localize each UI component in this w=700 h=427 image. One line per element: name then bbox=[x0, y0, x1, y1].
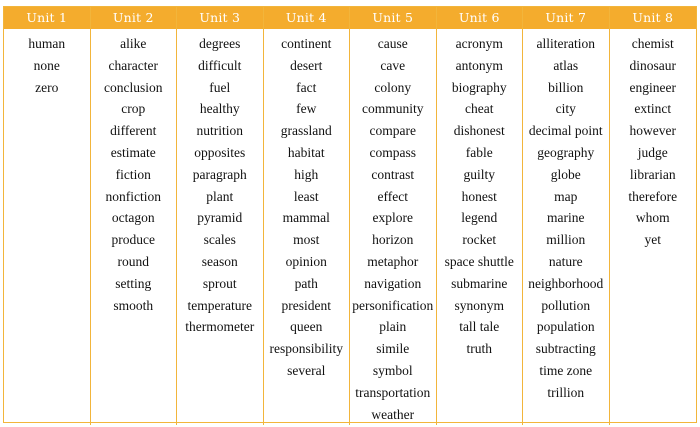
vocabulary-word: weather bbox=[371, 406, 415, 422]
vocabulary-word: cheat bbox=[465, 101, 494, 117]
vocabulary-word: acronym bbox=[455, 36, 503, 51]
unit-8-column bbox=[610, 7, 697, 425]
unit-4-word-list bbox=[264, 29, 350, 382]
vocabulary-word: decimal point bbox=[528, 123, 603, 139]
vocabulary-word: fuel bbox=[209, 79, 231, 95]
vocabulary-word: effect bbox=[377, 188, 408, 204]
vocabulary-word: plant bbox=[206, 188, 234, 204]
vocabulary-word: space shuttle bbox=[444, 253, 514, 269]
vocabulary-word: human bbox=[28, 36, 66, 51]
vocabulary-word: contrast bbox=[371, 166, 415, 182]
unit-5-header: Unit 5 bbox=[350, 7, 436, 29]
vocabulary-word: degrees bbox=[199, 36, 241, 51]
vocabulary-word: president bbox=[281, 297, 331, 313]
vocabulary-word: sprout bbox=[202, 275, 237, 291]
vocabulary-word: octagon bbox=[111, 210, 155, 226]
vocabulary-word: estimate bbox=[110, 144, 156, 160]
vocabulary-word: antonym bbox=[455, 57, 503, 73]
unit-3-word-list bbox=[177, 29, 263, 338]
vocabulary-word: trillion bbox=[547, 384, 585, 400]
vocabulary-word: however bbox=[629, 123, 676, 139]
vocabulary-word: grassland bbox=[280, 123, 332, 139]
unit-4-column bbox=[264, 7, 351, 425]
vocabulary-word: compare bbox=[369, 123, 416, 139]
unit-2-column bbox=[91, 7, 178, 425]
vocabulary-word: fable bbox=[465, 144, 493, 160]
vocabulary-word: difficult bbox=[198, 57, 242, 73]
unit-5-word-list bbox=[350, 29, 436, 425]
vocabulary-word: responsibility bbox=[269, 341, 343, 357]
vocabulary-word: subtracting bbox=[535, 341, 596, 357]
vocabulary-word: most bbox=[293, 232, 320, 248]
vocabulary-word: explore bbox=[372, 210, 413, 226]
vocabulary-word: compass bbox=[369, 144, 416, 160]
vocabulary-word: round bbox=[117, 253, 149, 269]
vocabulary-word: zero bbox=[35, 79, 59, 95]
vocabulary-word: temperature bbox=[187, 297, 252, 313]
unit-8-word-list bbox=[610, 29, 697, 251]
vocabulary-word: different bbox=[110, 123, 157, 139]
vocabulary-word: truth bbox=[466, 341, 492, 357]
vocabulary-word: yet bbox=[644, 232, 661, 248]
unit-4-header: Unit 4 bbox=[264, 7, 350, 29]
vocabulary-word: smooth bbox=[113, 297, 154, 313]
vocabulary-word: simile bbox=[376, 341, 410, 357]
unit-6-word-list bbox=[437, 29, 523, 360]
vocabulary-word: legend bbox=[461, 210, 498, 226]
vocabulary-word: continent bbox=[281, 36, 332, 51]
vocabulary-word: few bbox=[296, 101, 317, 117]
vocabulary-word: billion bbox=[548, 79, 584, 95]
vocabulary-word: path bbox=[294, 275, 318, 291]
vocabulary-word: atlas bbox=[553, 57, 579, 73]
vocabulary-word: navigation bbox=[364, 275, 422, 291]
vocabulary-word: extinct bbox=[634, 101, 672, 117]
vocabulary-word: character bbox=[108, 57, 158, 73]
vocabulary-word: opposites bbox=[194, 144, 246, 160]
vocabulary-word: metaphor bbox=[367, 253, 419, 269]
unit-3-header: Unit 3 bbox=[177, 7, 263, 29]
vocabulary-word: pyramid bbox=[197, 210, 243, 226]
unit-2-header: Unit 2 bbox=[91, 7, 177, 29]
vocabulary-word: high bbox=[294, 166, 319, 182]
vocabulary-word: map bbox=[554, 188, 578, 204]
vocabulary-word: personification bbox=[352, 297, 434, 313]
unit-1-word-list bbox=[4, 29, 90, 98]
vocabulary-word: city bbox=[555, 101, 576, 117]
vocabulary-word: librarian bbox=[629, 166, 676, 182]
vocabulary-word: healthy bbox=[199, 101, 240, 117]
vocabulary-word: mammal bbox=[282, 210, 330, 226]
vocabulary-word: alike bbox=[120, 36, 147, 51]
unit-1-column bbox=[4, 7, 91, 425]
vocabulary-word: fiction bbox=[115, 166, 151, 182]
vocabulary-word: globe bbox=[550, 166, 581, 182]
vocabulary-word: season bbox=[201, 253, 238, 269]
vocabulary-word: rocket bbox=[462, 232, 497, 248]
vocabulary-word: colony bbox=[374, 79, 412, 95]
unit-2-word-list bbox=[91, 29, 177, 316]
vocabulary-word: habitat bbox=[287, 144, 325, 160]
vocabulary-word: produce bbox=[111, 232, 155, 248]
vocabulary-word: honest bbox=[461, 188, 497, 204]
vocabulary-word: population bbox=[536, 319, 595, 335]
vocabulary-word: tall tale bbox=[459, 319, 500, 335]
vocabulary-word: cave bbox=[380, 57, 406, 73]
vocabulary-word: million bbox=[546, 232, 586, 248]
unit-7-header: Unit 7 bbox=[523, 7, 609, 29]
vocabulary-word: setting bbox=[115, 275, 152, 291]
vocabulary-word: synonym bbox=[454, 297, 504, 313]
unit-6-header: Unit 6 bbox=[437, 7, 523, 29]
vocabulary-word: horizon bbox=[372, 232, 414, 248]
vocabulary-word: queen bbox=[290, 319, 323, 335]
unit-7-column bbox=[523, 7, 610, 425]
vocabulary-word: pollution bbox=[541, 297, 591, 313]
vocabulary-word: geography bbox=[537, 144, 595, 160]
unit-5-column bbox=[350, 7, 437, 425]
vocabulary-word: dinosaur bbox=[629, 57, 676, 73]
vocabulary-word: least bbox=[293, 188, 319, 204]
vocabulary-word: plain bbox=[379, 319, 407, 335]
vocabulary-word: engineer bbox=[629, 79, 676, 95]
unit-8-header: Unit 8 bbox=[610, 7, 697, 29]
unit-1-header: Unit 1 bbox=[4, 7, 90, 29]
vocabulary-word: desert bbox=[290, 57, 323, 73]
unit-6-column bbox=[437, 7, 524, 425]
vocabulary-word: alliteration bbox=[536, 36, 595, 51]
vocabulary-word: neighborhood bbox=[528, 275, 604, 291]
vocabulary-word: judge bbox=[637, 144, 668, 160]
vocabulary-word: chemist bbox=[631, 36, 674, 51]
vocabulary-word: nutrition bbox=[196, 123, 243, 139]
vocabulary-word: community bbox=[362, 101, 424, 117]
vocabulary-word: conclusion bbox=[104, 79, 163, 95]
vocabulary-word: therefore bbox=[628, 188, 678, 204]
vocabulary-word: whom bbox=[635, 210, 670, 226]
vocabulary-word: nonfiction bbox=[105, 188, 161, 204]
vocabulary-word: symbol bbox=[372, 362, 413, 378]
vocabulary-word: fact bbox=[296, 79, 317, 95]
vocabulary-word: dishonest bbox=[453, 123, 505, 139]
vocabulary-word: guilty bbox=[463, 166, 495, 182]
vocabulary-word: none bbox=[33, 57, 60, 73]
vocabulary-word: nature bbox=[548, 253, 583, 269]
vocabulary-word: crop bbox=[121, 101, 146, 117]
vocabulary-word: time zone bbox=[539, 362, 593, 378]
vocabulary-word: transportation bbox=[355, 384, 431, 400]
vocabulary-word: submarine bbox=[451, 275, 508, 291]
vocabulary-word: cause bbox=[377, 36, 408, 51]
vocabulary-word: several bbox=[287, 362, 326, 378]
vocabulary-word: paragraph bbox=[192, 166, 247, 182]
vocabulary-word: biography bbox=[451, 79, 507, 95]
vocabulary-table bbox=[3, 6, 697, 423]
unit-7-word-list bbox=[523, 29, 609, 404]
vocabulary-word: marine bbox=[547, 210, 585, 226]
vocabulary-word: opinion bbox=[285, 253, 327, 269]
vocabulary-word: thermometer bbox=[185, 319, 255, 335]
unit-3-column bbox=[177, 7, 264, 425]
vocabulary-word: scales bbox=[203, 232, 236, 248]
